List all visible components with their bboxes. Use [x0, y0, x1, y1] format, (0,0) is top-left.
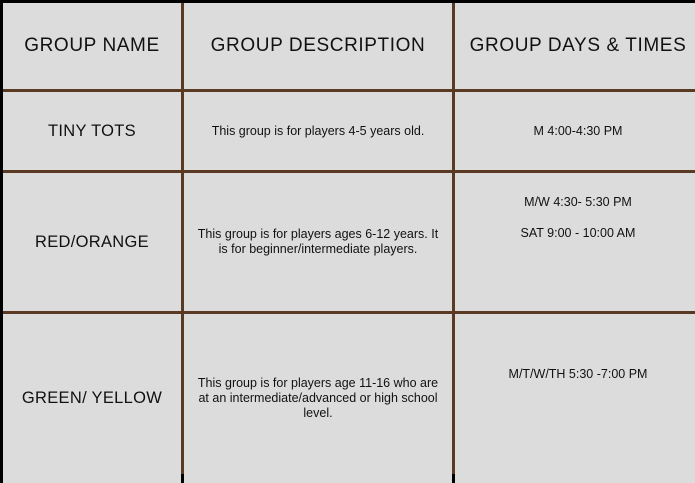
header-group-name: GROUP NAME — [3, 3, 181, 89]
row-3-group-name: GREEN/ YELLOW — [3, 314, 181, 483]
row-2-time-1: M/W 4:30- 5:30 PM — [524, 195, 632, 209]
header-group-description: GROUP DESCRIPTION — [184, 3, 452, 89]
row-2-time-2: SAT 9:00 - 10:00 AM — [520, 226, 636, 240]
group-schedule-table — [3, 3, 695, 474]
row-2-group-times — [455, 173, 695, 311]
row-3-group-description: This group is for players age 11-16 who are at an intermediate/advanced or high school level. — [184, 314, 452, 483]
row-3-time-1: M/T/W/TH 5:30 -7:00 PM — [508, 367, 648, 381]
row-1-group-name: TINY TOTS — [3, 92, 181, 170]
row-1-group-times — [455, 92, 695, 170]
row-2-group-description: This group is for players ages 6-12 years. It is for beginner/intermediate players. — [184, 173, 452, 311]
header-group-days-times: GROUP DAYS & TIMES — [455, 3, 695, 89]
row-3-group-times — [455, 314, 695, 483]
row-1-time-1: M 4:00-4:30 PM — [533, 123, 623, 138]
row-2-group-name: RED/ORANGE — [3, 173, 181, 311]
row-1-group-description: This group is for players 4-5 years old. — [184, 92, 452, 170]
